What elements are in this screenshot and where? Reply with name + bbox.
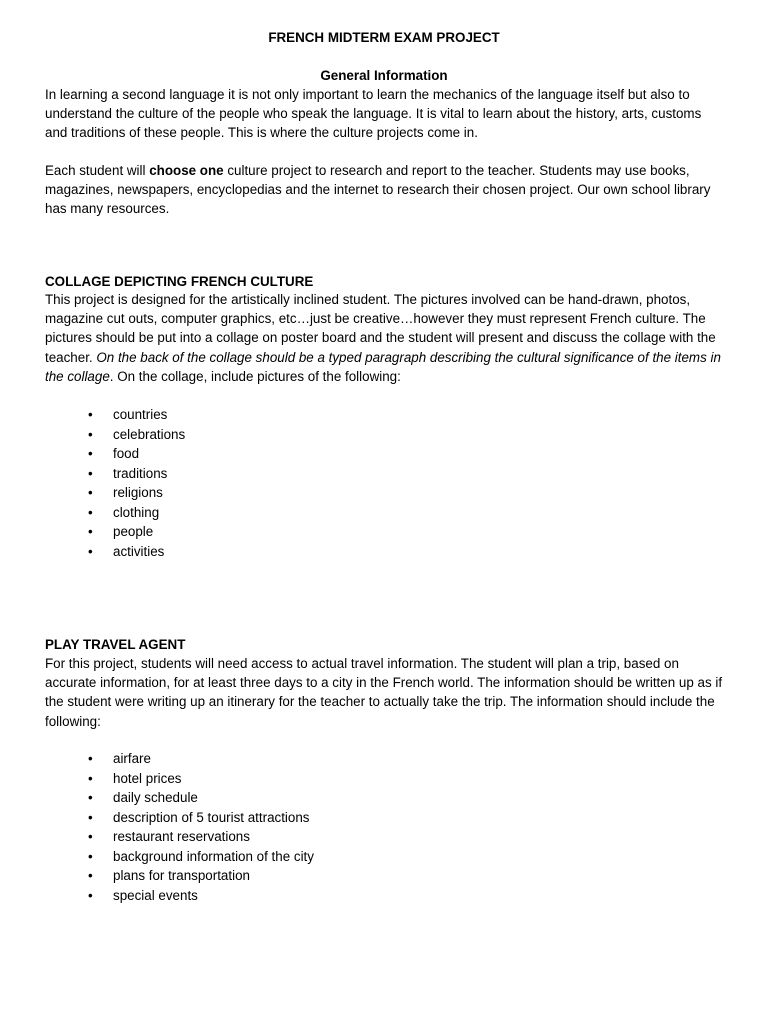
list-item-label: food: [113, 446, 140, 461]
travel-description-text: For this project, students will need access to actual travel information. The student will plan a trip, based on accurate information, for at least three days to a city in the French world. The information should be written up as if the student were writing up an itinerary for the teacher to actually take the trip. The information should include the following:: [45, 656, 723, 729]
bullet-icon: •: [88, 446, 93, 461]
travel-heading: PLAY TRAVEL AGENT: [45, 637, 186, 652]
list-item-label: traditions: [113, 465, 168, 481]
list-item: [88, 788, 314, 808]
list-item: [88, 405, 185, 425]
bullet-icon: •: [88, 407, 93, 422]
bullet-icon: •: [88, 868, 93, 883]
list-item-label: religions: [113, 485, 163, 500]
list-item: [88, 503, 185, 523]
list-item-label: activities: [113, 543, 165, 559]
bullet-icon: •: [88, 848, 93, 864]
general-paragraph-1-text: In learning a second language it is not only important to learn the mechanics of the language itself but also to understand the culture of the people who speak the language. It is vital to learn about the history, arts, customs and traditions of these people. This is where the culture projects come in.: [45, 87, 702, 141]
general-paragraph-2: [45, 161, 725, 219]
bullet-icon: •: [88, 465, 93, 481]
list-item-label: airfare: [113, 751, 151, 766]
list-item: [88, 483, 185, 503]
bullet-icon: •: [88, 504, 93, 520]
list-item: [88, 444, 185, 464]
list-item: [88, 847, 314, 867]
travel-item-list: [88, 749, 314, 905]
bullet-icon: •: [88, 426, 93, 442]
p2-after: culture project to research and report to the teacher. Students may use books, magazines, newspapers, encyclopedias and the internet to research their chosen project. Our own school library has many resources.: [45, 163, 711, 217]
list-item-label: hotel prices: [113, 770, 182, 786]
collage-text-after: . On the collage, include pictures of the following:: [109, 368, 401, 384]
list-item-label: daily schedule: [113, 790, 198, 805]
list-item: [88, 522, 185, 542]
list-item-label: clothing: [113, 504, 160, 520]
collage-heading: COLLAGE DEPICTING FRENCH CULTURE: [45, 274, 314, 289]
list-item: [88, 749, 314, 769]
collage-description-text: [45, 290, 725, 386]
list-item: [88, 886, 314, 906]
document-title: FRENCH MIDTERM EXAM PROJECT: [268, 30, 500, 45]
bullet-icon: •: [88, 770, 93, 786]
list-item: [88, 769, 314, 789]
list-item-label: restaurant reservations: [113, 829, 250, 844]
collage-text-before: This project is designed for the artistically inclined student. The pictures involved can be hand-drawn, photos, magazine cut outs, computer graphics, etc…just be creative…however they must represent French culture. The pictures should be put into a collage on poster board and the student will present and discuss the collage with the teacher.: [45, 292, 716, 365]
collage-item-list: [88, 405, 185, 561]
list-item: [88, 827, 314, 847]
list-item-label: description of 5 tourist attractions: [113, 809, 310, 825]
bullet-icon: •: [88, 790, 93, 805]
bullet-icon: •: [88, 543, 93, 559]
list-item-label: people: [113, 524, 154, 539]
bullet-icon: •: [88, 829, 93, 844]
bullet-icon: •: [88, 887, 93, 903]
general-paragraph-2-text: [45, 161, 725, 219]
collage-description: [45, 290, 725, 386]
list-item-label: special events: [113, 887, 198, 903]
general-information-heading: General Information: [320, 68, 448, 83]
p2-before: Each student will: [45, 163, 150, 178]
collage-text-italic: On the back of the collage should be a typed paragraph describing the cultural significance of the items in the collage: [45, 349, 721, 384]
bullet-icon: •: [88, 485, 93, 500]
list-item-label: background information of the city: [113, 848, 314, 864]
list-item: [88, 542, 185, 562]
list-item: [88, 464, 185, 484]
list-item-label: plans for transportation: [113, 868, 250, 883]
travel-description: [45, 654, 725, 731]
list-item: [88, 808, 314, 828]
bullet-icon: •: [88, 524, 93, 539]
list-item-label: celebrations: [113, 426, 186, 442]
p2-bold: choose one: [149, 163, 224, 178]
general-paragraph-1: [45, 85, 725, 143]
bullet-icon: •: [88, 809, 93, 825]
bullet-icon: •: [88, 751, 93, 766]
list-item-label: countries: [113, 407, 168, 422]
list-item: [88, 425, 185, 445]
list-item: [88, 866, 314, 886]
